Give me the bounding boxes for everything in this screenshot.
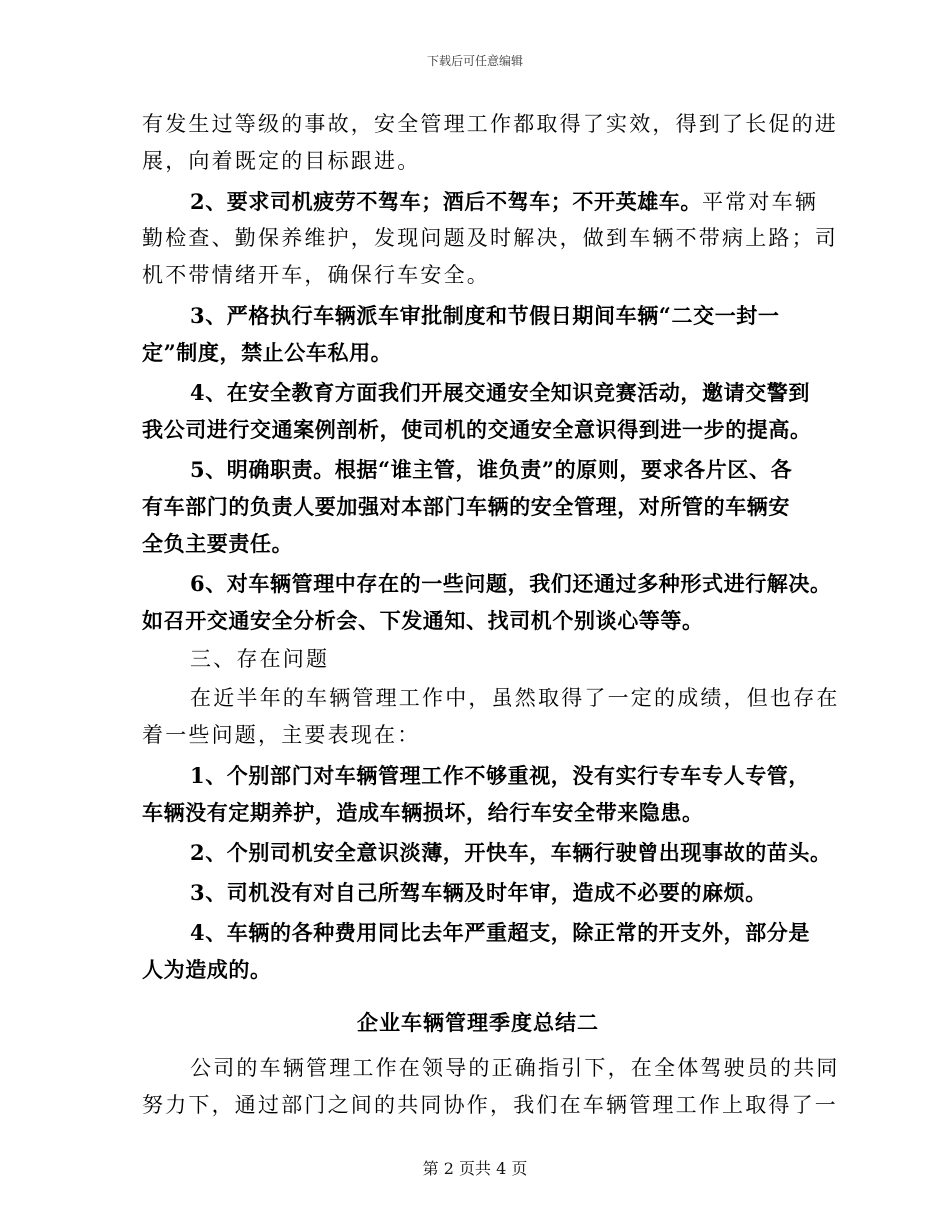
body-line-6: 3、严格执行车辆派车审批制度和节假日期间车辆“二交一封一 — [190, 303, 780, 328]
body-line-2: 展，向着既定的目标跟进。 — [142, 149, 421, 173]
document-body — [142, 106, 840, 1124]
body-line-10: 5、明确职责。根据“谁主管，谁负责”的原则，要求各片区、各 — [190, 457, 793, 482]
body-line-3 — [142, 183, 819, 220]
body-line-11: 有车部门的负责人要加强对本部门车辆的安全管理，对所管的车辆安 — [142, 494, 790, 519]
section-title: 企业车辆管理季度总结二 — [357, 1010, 599, 1035]
body-line-1: 有发生过等级的事故，安全管理工作都取得了实效，得到了长促的进 — [142, 112, 838, 136]
body-line-8: 4、在安全教育方面我们开展交通安全知识竞赛活动，邀请交警到 — [190, 380, 811, 405]
body-line-9: 我公司进行交通案例剖析，使司机的交通安全意识得到进一步的提高。 — [142, 417, 812, 442]
body-line-20: 2、个别司机安全意识淡薄，开快车，车辆行驶曾出现事故的苗头。 — [190, 840, 832, 865]
page-footer: 第 2 页共 4 页 — [422, 1159, 528, 1178]
body-line-4: 勤检查、勤保养维护，发现问题及时解决，做到车辆不带病上路；司 — [142, 226, 838, 250]
body-line-19: 车辆没有定期养护，造成车辆损坏，给行车安全带来隐患。 — [142, 800, 704, 825]
item-2-normal-text: 平常对车辆 — [702, 190, 819, 214]
body-line-7: 定”制度，禁止公车私用。 — [142, 340, 393, 365]
body-line-14: 如召开交通安全分析会、下发通知、找司机个别谈心等等。 — [142, 608, 704, 633]
body-line-23: 人为造成的。 — [142, 957, 272, 982]
body-line-13: 6、对车辆管理中存在的一些问题，我们还通过多种形式进行解决。 — [190, 571, 832, 596]
section-heading-problems: 三、存在问题 — [190, 647, 330, 671]
body-line-21: 3、司机没有对自己所驾车辆及时年审，造成不必要的麻烦。 — [190, 880, 767, 905]
body-line-12: 全负主要责任。 — [142, 531, 294, 556]
closing-line-1: 公司的车辆管理工作在领导的正确指引下，在全体驾驶员的共同 — [190, 1056, 840, 1080]
body-line-16: 在近半年的车辆管理工作中，虽然取得了一定的成绩，但也存在 — [190, 686, 840, 710]
body-line-17: 着一些问题，主要表现在： — [142, 723, 421, 747]
body-line-22: 4、车辆的各种费用同比去年严重超支，除正常的开支外，部分是 — [190, 920, 811, 945]
body-line-18: 1、个别部门对车辆管理工作不够重视，没有实行专车专人专管， — [190, 763, 811, 788]
item-2-bold-text: 2、要求司机疲劳不驾车；酒后不驾车；不开英雄车。 — [190, 189, 703, 214]
page-header: 下载后可任意编辑 — [426, 54, 523, 68]
body-line-5: 机不带情绪开车，确保行车安全。 — [142, 263, 490, 287]
closing-line-2: 努力下，通过部门之间的共同协作，我们在车辆管理工作上取得了一 — [142, 1093, 838, 1117]
